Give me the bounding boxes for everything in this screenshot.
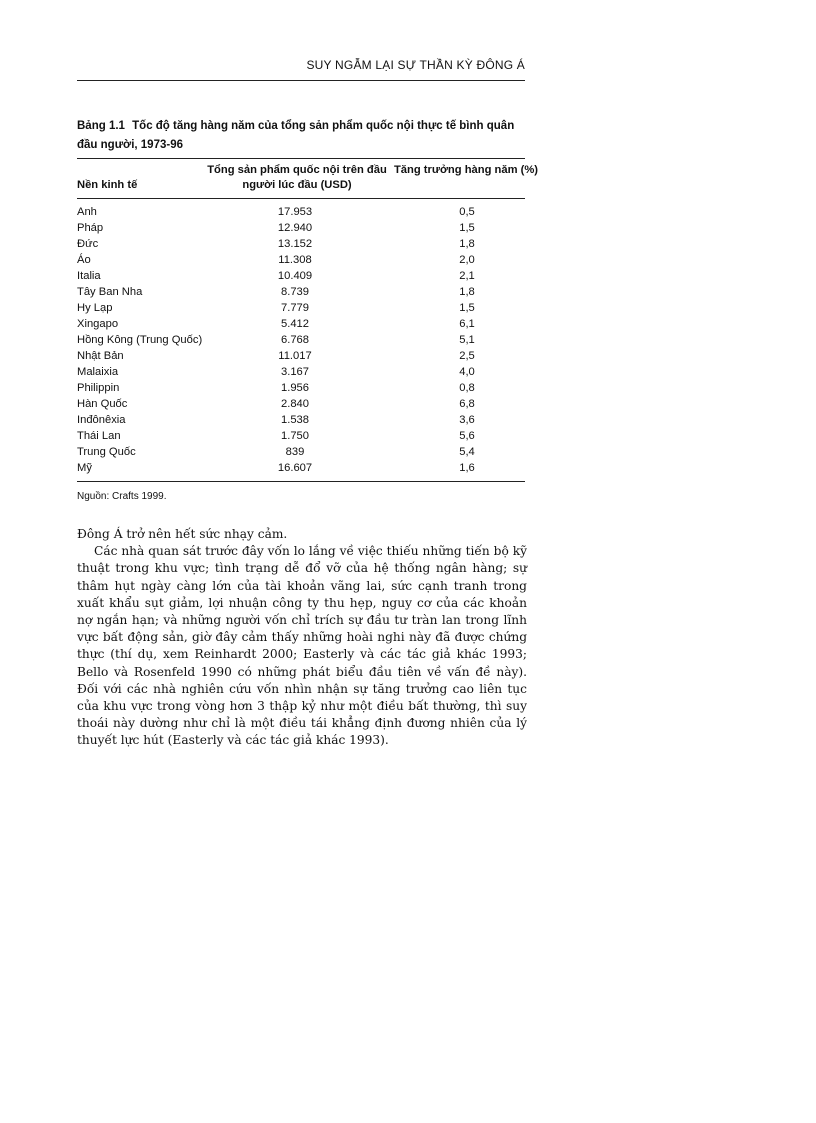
cell-annual-growth: 2,1 (459, 270, 475, 282)
cell-annual-growth: 0,8 (459, 382, 475, 394)
header-economy: Nền kinh tế (77, 179, 138, 191)
cell-economy: Áo (77, 254, 91, 266)
cell-economy: Anh (77, 206, 97, 218)
cell-annual-growth: 6,1 (459, 318, 475, 330)
cell-initial-gdp: 6.768 (281, 334, 309, 346)
cell-initial-gdp: 11.308 (278, 254, 312, 266)
table-row (77, 316, 525, 332)
table-row (77, 380, 525, 396)
table-caption (77, 117, 527, 155)
cell-economy: Mỹ (77, 462, 92, 474)
running-header: SUY NGẪM LẠI SỰ THẦN KỲ ĐÔNG Á (306, 58, 525, 72)
table-row (77, 348, 525, 364)
cell-initial-gdp: 3.167 (281, 366, 309, 378)
cell-annual-growth: 1,5 (459, 302, 475, 314)
cell-initial-gdp: 16.607 (277, 462, 313, 474)
table-bottom-rule (77, 481, 525, 482)
cell-initial-gdp: 1.956 (281, 382, 309, 394)
table-row (77, 252, 525, 268)
cell-initial-gdp: 7.779 (281, 302, 309, 314)
cell-initial-gdp: 839 (285, 446, 305, 458)
cell-annual-growth: 1,8 (459, 238, 475, 250)
cell-economy: Italia (77, 270, 101, 282)
cell-economy: Tây Ban Nha (77, 286, 143, 298)
cell-economy: Pháp (77, 222, 104, 234)
table-row (77, 332, 525, 348)
cell-economy: Hy Lạp (77, 302, 113, 314)
table-row (77, 460, 525, 476)
cell-initial-gdp: 5.412 (281, 318, 309, 330)
cell-annual-growth: 0,5 (459, 206, 475, 218)
cell-initial-gdp: 12.940 (277, 222, 313, 234)
cell-annual-growth: 1,6 (459, 462, 475, 474)
table-row (77, 268, 525, 284)
cell-economy: Trung Quốc (77, 446, 136, 458)
cell-initial-gdp: 11.017 (278, 350, 312, 362)
cell-annual-growth: 2,5 (459, 350, 475, 362)
cell-economy: Hồng Kông (Trung Quốc) (77, 334, 203, 346)
cell-annual-growth: 5,4 (459, 446, 475, 458)
cell-economy: Đức (77, 238, 99, 250)
table-row (77, 236, 525, 252)
table-row (77, 300, 525, 316)
cell-economy: Malaixia (77, 366, 119, 378)
cell-annual-growth: 6,8 (459, 398, 475, 410)
cell-initial-gdp: 1.750 (281, 430, 309, 442)
header-initial-gdp: Tổng sản phẩm quốc nội trên đầu người lúc đầu (USD) (207, 164, 387, 191)
table-top-rule (77, 158, 525, 159)
cell-annual-growth: 1,5 (459, 222, 475, 234)
table-label: Bảng 1.1 (77, 120, 125, 132)
table-row (77, 412, 525, 428)
cell-initial-gdp: 8.739 (281, 286, 309, 298)
table-body (77, 204, 525, 476)
table-row (77, 364, 525, 380)
header-rule (77, 80, 525, 81)
table-row (77, 220, 525, 236)
table-row (77, 396, 525, 412)
cell-annual-growth: 2,0 (459, 254, 475, 266)
table-row (77, 204, 525, 220)
table-header-rule (77, 198, 525, 199)
cell-economy: Philippin (77, 382, 120, 394)
cell-economy: Inđônêxia (77, 414, 126, 426)
cell-economy: Nhật Bản (77, 350, 124, 362)
cell-annual-growth: 1,8 (459, 286, 475, 298)
cell-annual-growth: 5,1 (459, 334, 475, 346)
table-row (77, 444, 525, 460)
table-row (77, 428, 525, 444)
header-annual-growth: Tăng trưởng hàng năm (%) (393, 164, 539, 176)
cell-initial-gdp: 1.538 (281, 414, 309, 426)
paragraph: Đông Á trở nên hết sức nhạy cảm. (77, 527, 288, 541)
cell-initial-gdp: 2.840 (281, 398, 309, 410)
cell-annual-growth: 4,0 (459, 366, 475, 378)
cell-annual-growth: 3,6 (459, 414, 475, 426)
table-title: Tốc độ tăng hàng năm của tổng sản phẩm quốc nội thực tế bình quân đầu người, 1973-96 (77, 120, 515, 151)
table-source: Nguồn: Crafts 1999. (77, 491, 167, 502)
table-row (77, 284, 525, 300)
cell-economy: Xingapo (77, 318, 119, 330)
cell-initial-gdp: 17.953 (277, 206, 313, 218)
cell-annual-growth: 5,6 (459, 430, 475, 442)
cell-economy: Thái Lan (77, 430, 121, 442)
paragraph: Các nhà quan sát trước đây vốn lo lắng về việc thiếu những tiến bộ kỹ thuật trong khu vực; tình trạng dễ đổ vỡ của hệ thống ngân hàng; sự thâm hụt ngày càng lớn của tài khoản vãng lai, sức cạnh tranh trong xuất khẩu sụt giảm, lợi nhuận công ty thu hẹp, nguy cơ của các khoản nợ ngắn hạn; và những người vốn chỉ trích sự đầu tư tràn lan trong lĩnh vực bất động sản, giờ đây cảm thấy những hoài nghi này đã được chứng thực (thí dụ, xem Reinhardt 2000; Easterly và các tác giả khác 1993; Bello và Rosenfeld 1990 có những phát biểu đầu tiên về vấn đề này). Đối với các nhà nghiên cứu vốn nhìn nhận sự tăng trưởng cao liên tục của khu vực trong vòng hơn 3 thập kỷ như một điều bất thường, thì suy thoái này dường như chỉ là một điều tái khẳng định đương nhiên của lý thuyết lực hút (Easterly và các tác giả khác 1993). (77, 544, 527, 748)
cell-initial-gdp: 10.409 (277, 270, 313, 282)
cell-economy: Hàn Quốc (77, 398, 128, 410)
cell-initial-gdp: 13.152 (277, 238, 313, 250)
body-text (77, 526, 527, 750)
